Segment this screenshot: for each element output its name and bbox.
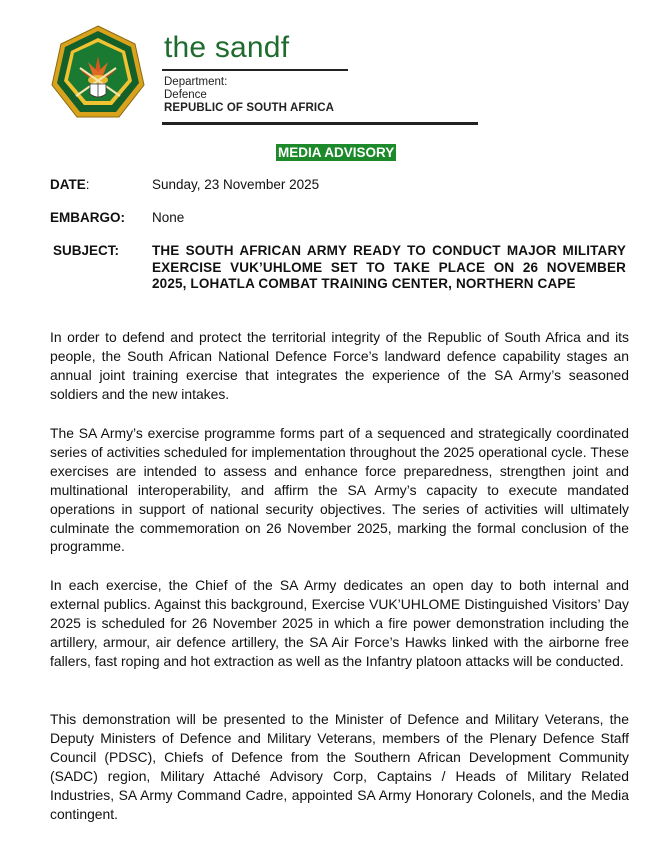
dept-line-department: Department: [164,76,228,88]
brand-divider-long [162,122,478,125]
dept-line-defence: Defence [164,89,207,101]
embargo-value: None [152,210,185,225]
body-paragraph-3: In each exercise, the Chief of the SA Army dedicates an open day to both internal and external publics. Against this background, Exercise VUK’UHLOME Distinguished Visitors’ Day 2025 is scheduled for 26 November 2025 in which a fire power demonstration including the artillery, armour, air defence artillery, the SA Air Force’s Hawks linked with the airborne free fallers, fast roping and hot extraction as well as the Infantry platoon attacks will be conducted. [50,577,629,669]
subject-text: THE SOUTH AFRICAN ARMY READY TO CONDUCT MAJOR MILITARY EXERCISE VUK’UHLOME SET TO TAKE PLACE ON 26 NOVEMBER 2025, LOHATLA COMBAT TRAINING CENTER, NORTHERN CAPE [152,243,626,291]
brand-title: the sandf [164,31,290,64]
body-paragraph-4: This demonstration will be presented to the Minister of Defence and Military Veterans, the Deputy Ministers of Defence and Military Veterans, members of the Plenary Defence Staff Council (PDSC), Chiefs of Defence from the Southern African Development Community (SADC) region, Military Attaché Advisory Corp, Captains / Heads of Military Related Industries, SA Army Command Cadre, appointed SA Army Honorary Colonels, and the Media contingent. [50,711,629,822]
date-label-colon: : [85,177,90,192]
subject-label: SUBJECT: [53,243,120,258]
date-value: Sunday, 23 November 2025 [152,177,320,192]
body-paragraph-1: In order to defend and protect the territorial integrity of the Republic of South Africa and its people, the South African National Defence Force’s landward defence capability stages an annual joint training exercise that integrates the experience of the SA Army’s seasoned soldiers and the new intakes. [50,329,629,402]
dept-line-republic: REPUBLIC OF SOUTH AFRICA [164,102,334,114]
date-label-text: DATE [50,177,86,192]
sandf-emblem-logo [50,24,146,122]
date-label [50,177,90,193]
body-paragraph-2: The SA Army’s exercise programme forms part of a sequenced and strategically coordinated series of activities scheduled for implementation throughout the 2025 operational cycle. These exercises are intended to assess and enhance force preparedness, strengthen joint and multinational interoperability, and affirm the SA Army’s capacity to execute mandated operations in support of national security objectives. The series of activities will ultimately culminate the commemoration on 26 November 2025, marking the formal conclusion of the programme. [50,425,629,555]
brand-divider-short [162,69,348,71]
embargo-label: EMBARGO: [50,210,125,225]
media-advisory-badge: MEDIA ADVISORY [278,145,395,160]
